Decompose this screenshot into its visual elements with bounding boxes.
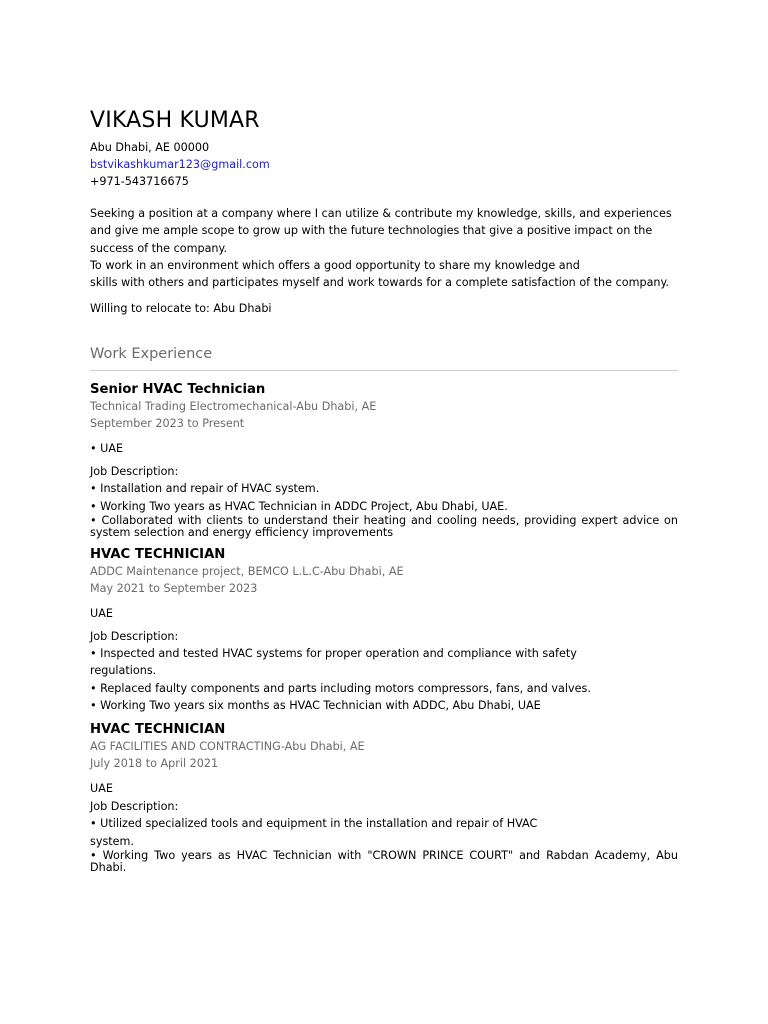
job-description-label: Job Description: — [90, 465, 179, 479]
job-company: ADDC Maintenance project, BEMCO L.L.C-Abu Dhabi, AE — [90, 565, 404, 579]
job-entry — [90, 721, 678, 874]
job-location: UAE — [90, 607, 113, 621]
job-title: HVAC TECHNICIAN — [90, 547, 226, 563]
job-company: Technical Trading Electromechanical-Abu Dhabi, AE — [90, 400, 377, 414]
phone: +971-543716675 — [90, 175, 189, 188]
job-bullet: • Working Two years as HVAC Technician in ADDC Project, Abu Dhabi, UAE. — [90, 499, 508, 513]
job-company: AG FACILITIES AND CONTRACTING-Abu Dhabi, AE — [90, 740, 365, 754]
job-location: UAE — [90, 782, 113, 796]
job-bullet: system. — [90, 834, 135, 848]
job-dates: May 2021 to September 2023 — [90, 582, 258, 596]
candidate-name: VIKASH KUMAR — [90, 108, 260, 133]
job-description-label: Job Description: — [90, 800, 179, 814]
summary-line: To work in an environment which offers a good opportunity to share my knowledge and — [90, 258, 580, 272]
job-entry — [90, 381, 678, 539]
job-bullet: • Replaced faulty components and parts including motors compressors, fans, and valves. — [90, 681, 591, 695]
job-bullet: • Collaborated with clients to understand their heating and cooling needs, providing expert advice on system selection and energy efficiency improvements — [90, 514, 678, 540]
job-location: • UAE — [90, 442, 124, 456]
summary-line: success of the company. — [90, 241, 228, 255]
address: Abu Dhabi, AE 00000 — [90, 141, 210, 154]
job-bullet: • Working Two years six months as HVAC Technician with ADDC, Abu Dhabi, UAE — [90, 698, 541, 712]
summary-line: skills with others and participates myself and work towards for a complete satisfaction of the company. — [90, 276, 670, 290]
job-bullet: • Working Two years as HVAC Technician with "CROWN PRINCE COURT" and Rabdan Academy, Abu Dhabi. — [90, 848, 678, 874]
section-title-work-experience: Work Experience — [90, 344, 678, 371]
resume-content — [90, 107, 678, 877]
summary-line: Seeking a position at a company where I can utilize & contribute my knowledge, skills, and experiences — [90, 207, 672, 220]
email-link[interactable]: bstvikashkumar123@gmail.com — [90, 158, 270, 171]
job-bullet: • Inspected and tested HVAC systems for proper operation and compliance with safety — [90, 647, 577, 661]
job-title: HVAC TECHNICIAN — [90, 722, 226, 738]
job-entry — [90, 546, 678, 714]
job-bullet: • Installation and repair of HVAC system. — [90, 482, 320, 496]
summary-line: and give me ample scope to grow up with the future technologies that give a positive impact on the — [90, 224, 653, 238]
job-dates: July 2018 to April 2021 — [90, 757, 219, 771]
relocate-note: Willing to relocate to: Abu Dhabi — [90, 302, 272, 316]
job-title: Senior HVAC Technician — [90, 382, 266, 398]
summary — [90, 205, 678, 291]
job-description-label: Job Description: — [90, 630, 179, 644]
job-bullet: regulations. — [90, 664, 157, 678]
job-dates: September 2023 to Present — [90, 417, 245, 431]
job-bullet: • Utilized specialized tools and equipment in the installation and repair of HVAC — [90, 817, 538, 831]
